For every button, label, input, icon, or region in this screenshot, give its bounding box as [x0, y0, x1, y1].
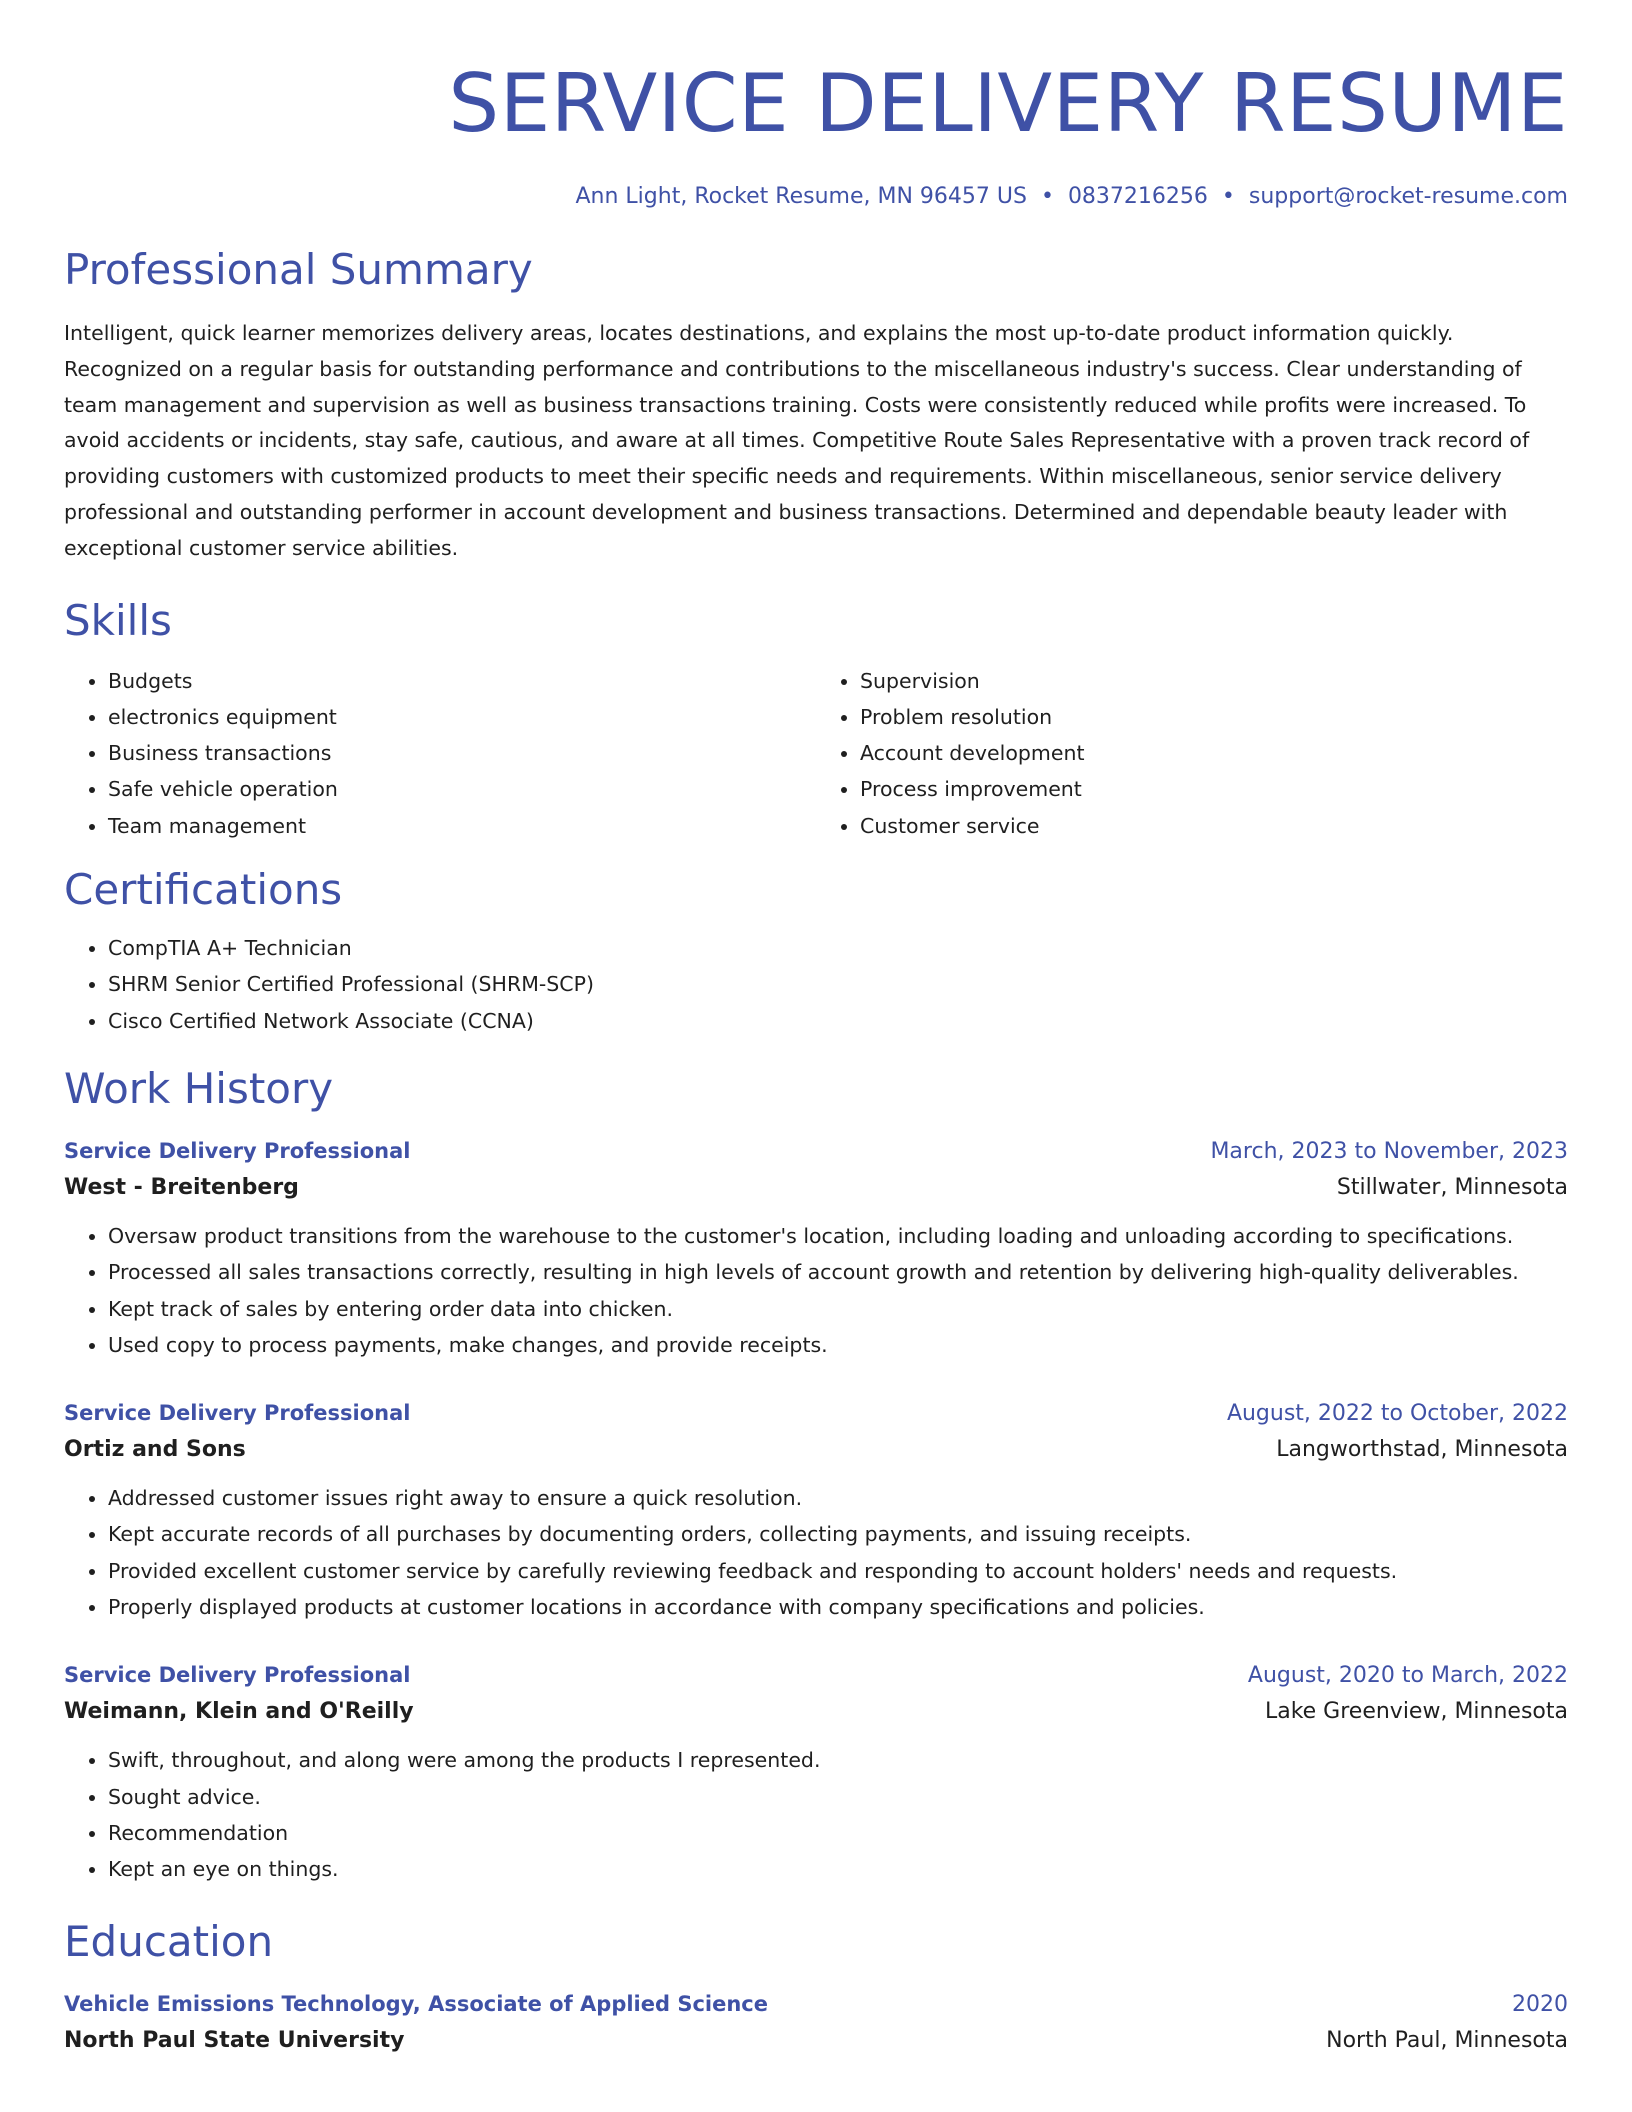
- skill-item: • Process improvement: [860, 771, 1568, 807]
- job-employer: Ortiz and Sons: [64, 1437, 246, 1463]
- job-duty: • Processed all sales transactions correctly, resulting in high levels of account growth and retention by delivering high-quality deliverables.: [108, 1254, 1568, 1290]
- skill-item: • Customer service: [860, 808, 1568, 844]
- education-school: North Paul State University: [64, 2027, 405, 2053]
- job-title: Service Delivery Professional: [64, 1138, 411, 1163]
- job-dates: August, 2020 to March, 2022: [1247, 1663, 1568, 1689]
- job-duty: • Kept track of sales by entering order data into chicken.: [108, 1291, 1568, 1327]
- contact-email: support@rocket-resume.com: [1248, 184, 1568, 209]
- skills-section: [64, 593, 1568, 844]
- job-duty: • Oversaw product transitions from the warehouse to the customer's location, including loading and unloading according to specifications.: [108, 1218, 1568, 1254]
- skills-list-right: [816, 663, 1568, 844]
- education-heading: Education: [64, 1916, 274, 1966]
- skills-heading: Skills: [64, 595, 172, 645]
- summary-heading: Professional Summary: [64, 245, 533, 294]
- skills-column-left: [64, 663, 816, 844]
- job-duty: • Properly displayed products at customer locations in accordance with company specifications and policies.: [108, 1589, 1568, 1625]
- job-title-row: [64, 1395, 1568, 1432]
- job-employer: West - Breitenberg: [64, 1174, 299, 1200]
- skills-column-right: [816, 663, 1568, 844]
- skill-item: • Supervision: [860, 663, 1568, 699]
- resume-title: SERVICE DELIVERY RESUME: [448, 57, 1568, 150]
- contact-address: Ann Light, Rocket Resume, MN 96457 US: [575, 184, 1027, 209]
- education-entry: [64, 1986, 1568, 2059]
- skill-item: • Safe vehicle operation: [108, 771, 816, 807]
- certification-item: • SHRM Senior Certified Professional (SHRM-SCP): [108, 966, 1568, 1002]
- job-employer-row: [64, 1694, 1568, 1730]
- job-title-row: [64, 1657, 1568, 1694]
- skill-item: • Team management: [108, 808, 816, 844]
- certifications-heading: Certifications: [64, 865, 343, 915]
- job-duty: • Sought advice.: [108, 1779, 1568, 1815]
- skill-item: • electronics equipment: [108, 699, 816, 735]
- summary-section: [64, 242, 1568, 567]
- job-duty: • Addressed customer issues right away to ensure a quick resolution.: [108, 1480, 1568, 1516]
- work-history-heading: Work History: [64, 1063, 334, 1113]
- contact-line: [64, 182, 1568, 212]
- job-dates: August, 2022 to October, 2022: [1226, 1401, 1568, 1427]
- job-employer-row: [64, 1170, 1568, 1206]
- job-duty: • Provided excellent customer service by carefully reviewing feedback and responding to account holders' needs and requests.: [108, 1553, 1568, 1589]
- education-section: [64, 1914, 1568, 2059]
- contact-separator: •: [1221, 184, 1235, 209]
- education-location: North Paul, Minnesota: [1326, 2027, 1568, 2053]
- job-location: Langworthstad, Minnesota: [1276, 1437, 1568, 1463]
- job-title: Service Delivery Professional: [64, 1663, 411, 1688]
- resume-header: [64, 0, 1568, 212]
- job-duties-list: [64, 1218, 1568, 1363]
- job-duty: • Swift, throughout, and along were among the products I represented.: [108, 1742, 1568, 1778]
- job-duty: • Kept an eye on things.: [108, 1851, 1568, 1887]
- job-title: Service Delivery Professional: [64, 1401, 411, 1426]
- certifications-section: [64, 862, 1568, 1039]
- education-year: 2020: [1512, 1991, 1568, 2017]
- skill-item: • Problem resolution: [860, 699, 1568, 735]
- education-degree-row: [64, 1986, 1568, 2023]
- contact-separator: •: [1040, 184, 1054, 209]
- skill-item: • Business transactions: [108, 735, 816, 771]
- job-duty: • Kept accurate records of all purchases by documenting orders, collecting payments, and issuing receipts.: [108, 1516, 1568, 1552]
- certification-item: • CompTIA A+ Technician: [108, 930, 1568, 966]
- skill-item: • Budgets: [108, 663, 816, 699]
- job-employer-row: [64, 1432, 1568, 1468]
- job-location: Stillwater, Minnesota: [1336, 1174, 1568, 1200]
- skill-item: • Account development: [860, 735, 1568, 771]
- job-title-row: [64, 1133, 1568, 1170]
- job-duties-list: [64, 1480, 1568, 1625]
- contact-phone: 0837216256: [1067, 184, 1208, 209]
- education-degree: Vehicle Emissions Technology, Associate of Applied Science: [64, 1991, 768, 2016]
- job-location: Lake Greenview, Minnesota: [1264, 1699, 1568, 1725]
- job-duty: • Recommendation: [108, 1815, 1568, 1851]
- job-entry: [64, 1395, 1568, 1625]
- work-history-section: [64, 1061, 1568, 1888]
- summary-text: Intelligent, quick learner memorizes delivery areas, locates destinations, and explains the most up-to-date product information quickly. Recognized on a regular basis for outstanding performance and contributions to the miscellaneous industry's success. Clear understanding of team management and supervision as well as business transactions training. Costs were consistently reduced while profits were increased. To avoid accidents or incidents, stay safe, cautious, and aware at all times. Competitive Route Sales Representative with a proven track record of providing customers with customized products to meet their specific needs and requirements. Within miscellaneous, senior service delivery professional and outstanding performer in account development and business transactions. Determined and dependable beauty leader with exceptional customer service abilities.: [64, 321, 1530, 560]
- job-dates: March, 2023 to November, 2023: [1210, 1138, 1568, 1164]
- job-employer: Weimann, Klein and O'Reilly: [64, 1699, 414, 1725]
- job-duty: • Used copy to process payments, make changes, and provide receipts.: [108, 1327, 1568, 1363]
- skills-grid: [64, 663, 1568, 844]
- education-school-row: [64, 2023, 1568, 2059]
- job-entry: [64, 1133, 1568, 1363]
- certifications-list: [64, 930, 1568, 1039]
- certification-item: • Cisco Certified Network Associate (CCNA): [108, 1003, 1568, 1039]
- job-entry: [64, 1657, 1568, 1887]
- job-duties-list: [64, 1742, 1568, 1887]
- skills-list-left: [64, 663, 816, 844]
